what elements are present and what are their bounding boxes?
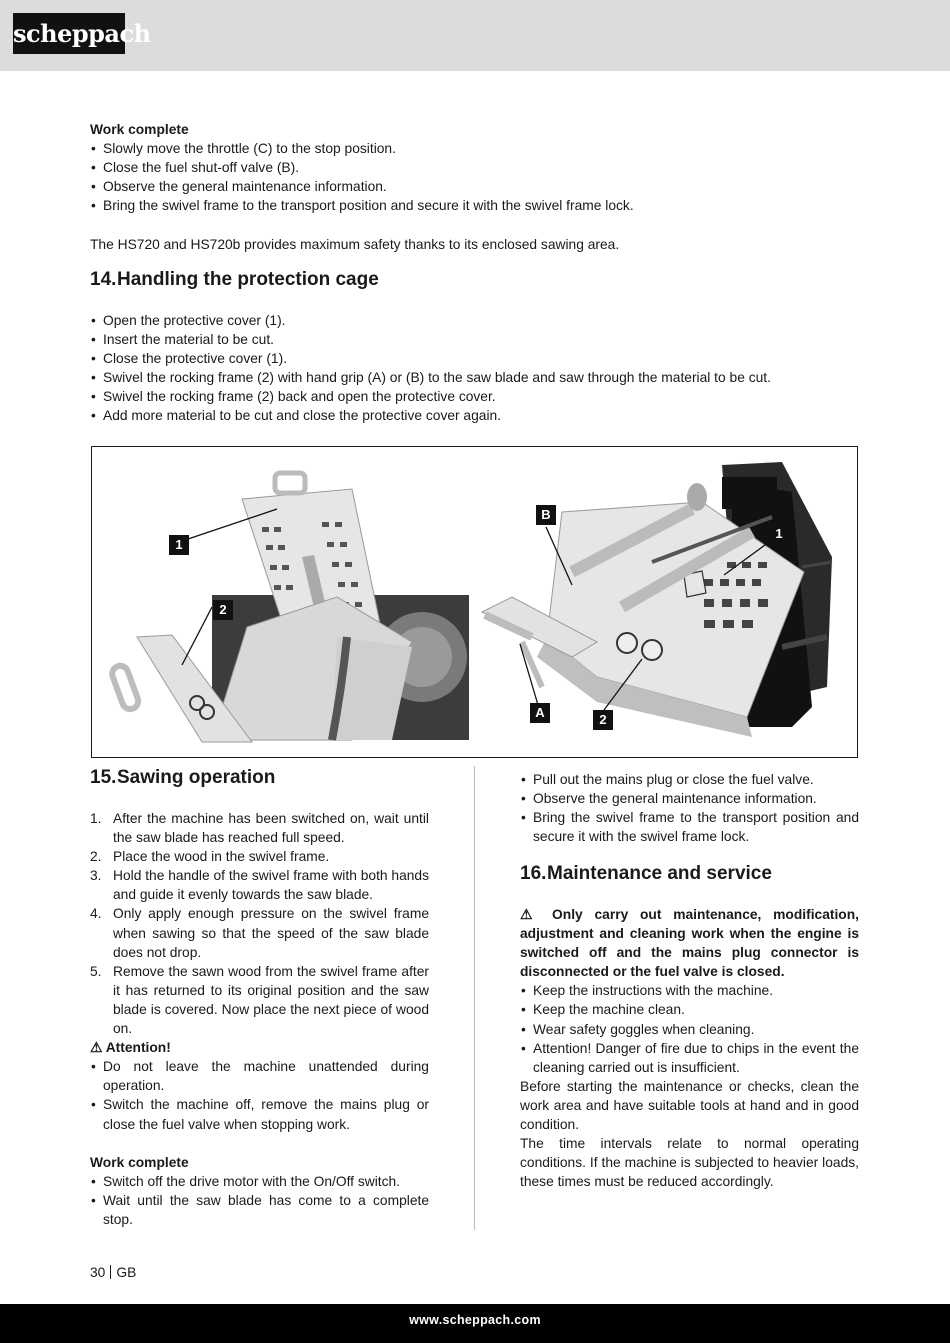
sawing-steps-list	[90, 809, 429, 1038]
attention-heading: ⚠ Attention!	[90, 1040, 171, 1056]
callout-b-right: B	[536, 505, 556, 525]
list-item: 1. After the machine has been switched on, wait until the saw blade has reached full speed.	[90, 811, 429, 846]
maintenance-paragraph: Before starting the maintenance or checks, clean the work area and have suitable tools at hand and in good condition.	[520, 1078, 859, 1133]
list-item: • Add more material to be cut and close the protective cover again.	[90, 406, 870, 425]
list-item: 5. Remove the sawn wood from the swivel frame after it has returned to its original position and the saw blade is covered. Now place the next piece of wood on.	[90, 963, 429, 1037]
list-item: • Keep the machine clean.	[520, 1000, 859, 1019]
section-15-heading	[90, 766, 275, 790]
list-item: • Switch off the drive motor with the On/Off switch.	[90, 1172, 429, 1191]
list-item: • Insert the material to be cut.	[90, 330, 870, 349]
list-item: • Close the protective cover (1).	[90, 349, 870, 368]
list-item: • Wait until the saw blade has come to a complete stop.	[90, 1191, 429, 1229]
work-complete-list	[90, 139, 870, 215]
callout-a-right: A	[530, 703, 550, 723]
section-16-heading	[520, 862, 772, 886]
list-item: • Do not leave the machine unattended during operation.	[90, 1057, 429, 1095]
section-number: 16.	[520, 863, 547, 884]
section-title: Sawing operation	[117, 767, 276, 788]
page-number-block	[90, 1265, 136, 1280]
page-number: 30	[90, 1265, 106, 1280]
list-item: • Bring the swivel frame to the transport position and secure it with the swivel frame lock.	[520, 808, 859, 846]
machine-illustration	[92, 447, 859, 759]
list-item: • Switch the machine off, remove the mains plug or close the fuel valve when stopping work.	[90, 1095, 429, 1133]
left-photo	[110, 473, 469, 742]
list-item: 4. Only apply enough pressure on the swivel frame when sawing so that the speed of the saw blade does not drop.	[90, 906, 429, 960]
section-14-heading	[90, 268, 379, 292]
callout-2-right: 2	[593, 710, 613, 730]
list-item: 3. Hold the handle of the swivel frame with both hands and guide it evenly towards the saw blade.	[90, 868, 429, 903]
column-divider	[474, 766, 475, 1230]
list-item: • Pull out the mains plug or close the fuel valve.	[520, 770, 859, 789]
work-complete-block	[90, 120, 870, 215]
protection-cage-figure	[91, 446, 858, 758]
list-item: • Open the protective cover (1).	[90, 311, 870, 330]
work-complete-list	[90, 1172, 429, 1229]
language-code: GB	[116, 1265, 137, 1280]
list-item: • Bring the swivel frame to the transport position and secure it with the swivel frame lock.	[90, 196, 870, 215]
callout-2-left: 2	[213, 600, 233, 620]
work-complete-heading: Work complete	[90, 122, 189, 137]
list-item: • Swivel the rocking frame (2) back and open the protective cover.	[90, 387, 870, 406]
safety-note: The HS720 and HS720b provides maximum safety thanks to its enclosed sawing area.	[90, 237, 620, 252]
right-column-continued	[520, 770, 859, 846]
section-number: 14.	[90, 269, 117, 290]
section-14-list-block	[90, 311, 870, 426]
attention-list	[90, 1057, 429, 1133]
section-title: Handling the protection cage	[117, 269, 379, 290]
list-item: • Swivel the rocking frame (2) with hand grip (A) or (B) to the saw blade and saw through the material to be cut.	[90, 368, 870, 387]
callout-1-left: 1	[169, 535, 189, 555]
list-item: 2. Place the wood in the swivel frame.	[90, 849, 330, 865]
list-item: • Slowly move the throttle (C) to the stop position.	[90, 139, 870, 158]
maintenance-warning: ⚠ Only carry out maintenance, modification, adjustment and cleaning work when the engine is switched off and the mains plug connector is disconnected or the fuel valve is closed.	[520, 907, 859, 980]
list-item: • Keep the instructions with the machine.	[520, 981, 859, 1000]
section-16-body	[520, 905, 859, 1191]
list-item: • Observe the general maintenance information.	[520, 789, 859, 808]
section-14-list	[90, 311, 870, 426]
maintenance-list	[520, 981, 859, 1076]
maintenance-paragraph: The time intervals relate to normal operating conditions. If the machine is subjected to heavier loads, these times must be reduced accordingly.	[520, 1136, 859, 1190]
page-header	[0, 0, 950, 71]
scheppach-logo: scheppach	[13, 13, 125, 54]
section-number: 15.	[90, 767, 117, 788]
list-item: • Observe the general maintenance information.	[90, 177, 870, 196]
work-complete-heading: Work complete	[90, 1154, 189, 1170]
section-title: Maintenance and service	[547, 863, 772, 884]
list-item: • Wear safety goggles when cleaning.	[520, 1020, 859, 1039]
list-item: • Close the fuel shut-off valve (B).	[90, 158, 870, 177]
website-link[interactable]: www.scheppach.com	[409, 1313, 541, 1327]
callout-1-right: 1	[769, 524, 789, 544]
list-item: • Attention! Danger of fire due to chips in the event the cleaning carried out is insufficient.	[520, 1039, 859, 1077]
section-15-body	[90, 809, 429, 1229]
right-photo	[482, 462, 832, 737]
continued-list	[520, 770, 859, 846]
separator	[110, 1265, 111, 1279]
